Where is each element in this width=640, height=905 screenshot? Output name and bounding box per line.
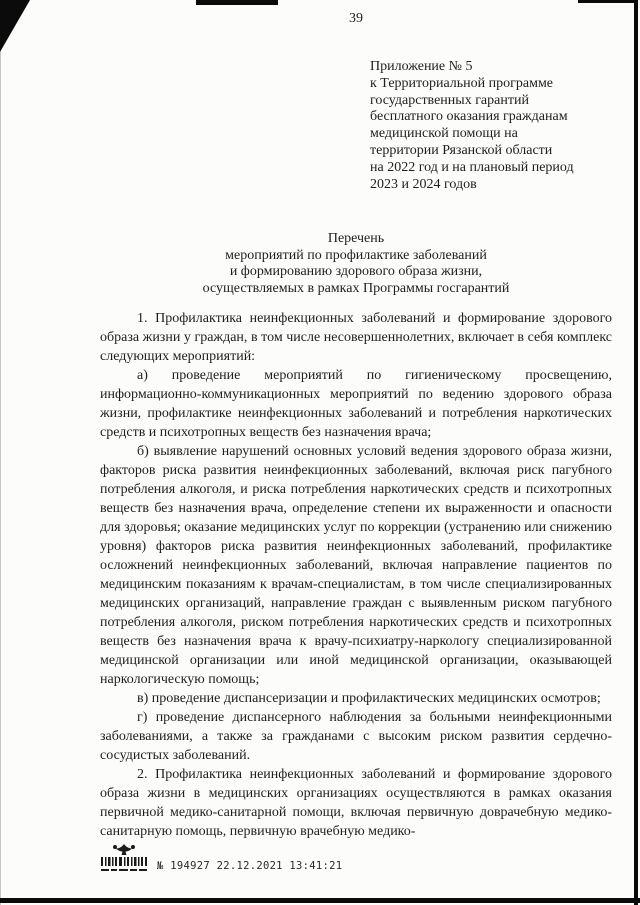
title-line: осуществляемых в рамках Программы госгарантий	[202, 280, 510, 296]
paragraph-g: г) проведение диспансерного наблюдения за больными неинфекционными заболеваниями, а также за гражданами с высоким риском развития сердечно-сосудистых заболеваний.	[100, 710, 612, 763]
title-line: Перечень	[327, 231, 385, 246]
title-line: и формированию здорового образа жизни,	[229, 264, 483, 279]
document-body	[100, 309, 612, 841]
title-line: мероприятий по профилактике заболеваний	[225, 247, 487, 263]
appendix-line: 2023 и 2024 годов	[370, 176, 477, 192]
scan-artifact-top-edge	[196, 0, 278, 5]
stamp-registration-number: № 194927 22.12.2021 13:41:21	[157, 860, 343, 872]
appendix-line: бесплатного оказания гражданам	[370, 109, 568, 125]
emblem-barcode-icon	[98, 843, 150, 875]
appendix-line: медицинской помощи на	[370, 126, 518, 142]
appendix-line: государственных гарантий	[370, 92, 529, 108]
page-number: 39	[349, 11, 363, 26]
appendix-line: Приложение № 5	[370, 59, 473, 74]
registration-stamp	[98, 843, 342, 875]
scan-artifact-left-fold-line	[0, 0, 1, 905]
scan-artifact-top-right-edge	[578, 0, 638, 3]
appendix-line: на 2022 год и на плановый период	[370, 159, 574, 175]
paragraph-2: 2. Профилактика неинфекционных заболеваний и формирование здорового образа жизни в медицинских организациях осуществляются в рамках оказания первичной медико-санитарной помощи, включая первичную доврачебную медико-санитарную помощь, первичную врачебную медико-	[100, 767, 612, 839]
scan-artifact-right-edge	[634, 0, 638, 905]
scan-artifact-corner-top-left	[0, 0, 30, 52]
appendix-block	[370, 59, 574, 193]
scan-artifact-bottom-edge	[0, 898, 640, 903]
document-title	[100, 231, 612, 297]
paragraph-b: б) выявление нарушений основных условий ведения здорового образа жизни, факторов риска развития неинфекционных заболеваний, включая риск пагубного потребления алкоголя, и риска потребления наркотических средств и психотропных веществ без назначения врача, определение степени их выраженности и опасности для здоровья; оказание медицинских услуг по коррекции (устранению или снижению уровня) факторов риска развития неинфекционных заболеваний, профилактике осложнений неинфекционных заболеваний, включая направление пациентов по медицинским показаниям к врачам-специалистам, в том числе специализированных медицинских организаций, направление граждан с выявленным риском пагубного потребления алкоголя, риском потребления наркотических средств и психотропных веществ без назначения врача к врачу-психиатру-наркологу специализированной медицинской организации или иной медицинской организации, оказывающей наркологическую помощь;	[100, 444, 612, 687]
appendix-line: территории Рязанской области	[370, 142, 553, 158]
paragraph-a: а) проведение мероприятий по гигиеническому просвещению, информационно-коммуникационных мероприятий по ведению здорового образа жизни, профилактике неинфекционных заболеваний и потребления наркотических средств и психотропных веществ без назначения врача;	[100, 368, 612, 440]
paragraph-v: в) проведение диспансеризации и профилактических медицинских осмотров;	[137, 691, 601, 706]
paragraph-1: 1. Профилактика неинфекционных заболеваний и формирование здорового образа жизни у граждан, в том числе несовершеннолетних, включает в себя комплекс следующих мероприятий:	[100, 311, 612, 364]
appendix-line: к Территориальной программе	[370, 75, 554, 91]
